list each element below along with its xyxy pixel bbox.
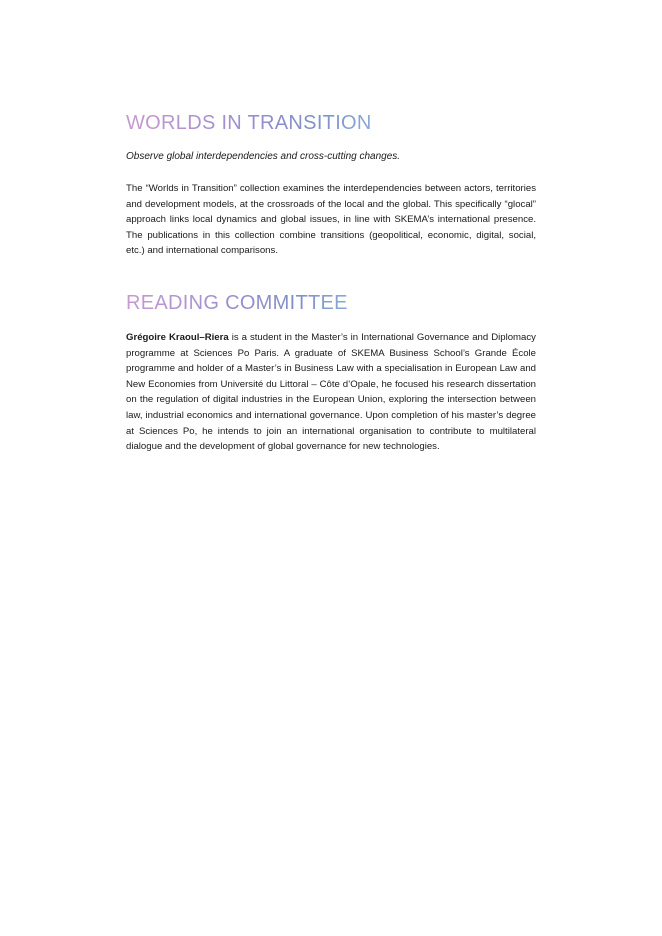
committee-member-name: Grégoire Kraoul–Riera [126, 332, 229, 343]
committee-member-paragraph [126, 330, 536, 455]
worlds-in-transition-heading: WORLDS IN TRANSITION [126, 112, 372, 134]
collection-description: The “Worlds in Transition” collection examines the interdependencies between actors, territories and development models, at the crossroads of the local and the global. This specifically “glocal” approach links local dynamics and global issues, in line with SKEMA’s international presence. The publications in this collection combine transitions (geopolitical, economic, digital, social, etc.) and international comparisons. [126, 183, 536, 257]
collection-tagline: Observe global interdependencies and cross-cutting changes. [126, 151, 401, 162]
reading-committee-heading: READING COMMITTEE [126, 292, 348, 314]
committee-member-bio: is a student in the Master’s in International Governance and Diplomacy programme at Sciences Po Paris. A graduate of SKEMA Business School’s Grande École programme and holder of a Master’s in Business Law with a specialisation in European Law and New Economies from Université du Littoral – Côte d’Opale, he focused his research dissertation on the regulation of digital industries in the European Union, exploring the intersection between law, industrial economics and international governance. Upon completion of his master’s degree at Sciences Po, he intends to join an international organisation to contribute to multilateral dialogue and the development of global governance for new technologies. [126, 332, 536, 453]
